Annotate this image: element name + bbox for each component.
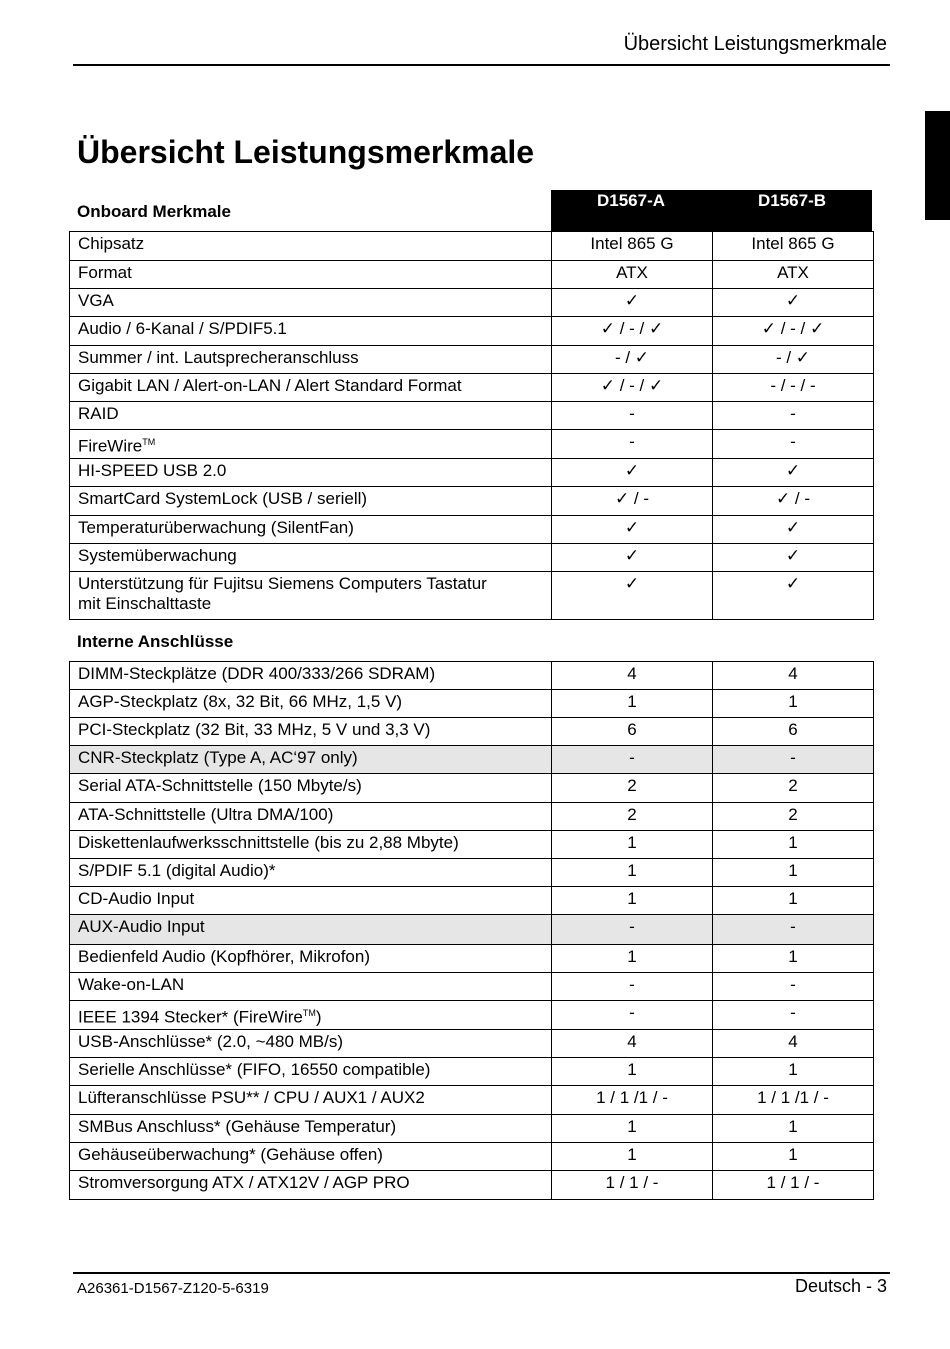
table-row: [70, 973, 874, 1001]
table-row: [70, 718, 874, 746]
value-cell-a: ✓: [552, 459, 713, 487]
value-cell-b: ✓: [713, 289, 874, 317]
table-row: [70, 1058, 874, 1086]
feature-label-cell: [70, 945, 552, 973]
feature-label: AUX-Audio Input: [78, 917, 205, 936]
trademark-superscript: TM: [302, 1008, 316, 1018]
value-cell-a: 1 / 1 / -: [552, 1171, 713, 1200]
trademark-superscript: TM: [142, 437, 156, 447]
value-cell-a: ✓: [552, 516, 713, 544]
table-row: [70, 572, 874, 620]
table-row: [70, 459, 874, 487]
table-row: [70, 232, 874, 261]
feature-label-cell: [70, 1086, 552, 1115]
table-row: [70, 430, 874, 459]
feature-label-cell: [70, 516, 552, 544]
feature-label-cell: [70, 774, 552, 803]
value-cell-b: ✓: [713, 516, 874, 544]
feature-label: Temperaturüberwachung (SilentFan): [78, 518, 354, 537]
feature-label-cell: [70, 690, 552, 718]
feature-label: CNR-Steckplatz (Type A, AC‘97 only): [78, 748, 358, 767]
feature-label: FireWire: [78, 436, 143, 456]
table-row: [70, 487, 874, 516]
value-cell-b: 4: [713, 662, 874, 690]
value-cell-a: -: [552, 973, 713, 1001]
feature-label-cell: [70, 803, 552, 831]
value-cell-a: ✓: [552, 289, 713, 317]
table-row: [70, 402, 874, 430]
value-cell-a: ✓ / - / ✓: [552, 374, 713, 402]
value-cell-b: 6: [713, 718, 874, 746]
feature-label-cell: [70, 1030, 552, 1058]
column-header-bar: [551, 190, 872, 231]
feature-label-cell: [70, 374, 552, 402]
feature-label-cell: [70, 859, 552, 887]
table-row: [70, 1115, 874, 1143]
value-cell-a: -: [552, 402, 713, 430]
value-cell-a: ✓: [552, 544, 713, 572]
value-cell-b: 1: [713, 945, 874, 973]
value-cell-a: -: [552, 915, 713, 945]
feature-label: Lüfteranschlüsse PSU** / CPU / AUX1 / AUX2: [78, 1088, 425, 1107]
table-row: [70, 887, 874, 915]
table-row: [70, 690, 874, 718]
value-cell-b: ✓ / - / ✓: [713, 317, 874, 346]
document-number: A26361-D1567-Z120-5-6319: [77, 1280, 269, 1297]
table-row: [70, 1171, 874, 1200]
feature-label-cell: [70, 402, 552, 430]
value-cell-b: -: [713, 402, 874, 430]
value-cell-a: ✓ / -: [552, 487, 713, 516]
value-cell-a: 6: [552, 718, 713, 746]
feature-label-cell: [70, 718, 552, 746]
value-cell-b: 1 / 1 /1 / -: [713, 1086, 874, 1115]
feature-label: Gigabit LAN / Alert-on-LAN / Alert Standard Format: [78, 376, 462, 395]
feature-label-cell: [70, 831, 552, 859]
running-header: Übersicht Leistungsmerkmale: [623, 33, 887, 55]
value-cell-a: 4: [552, 1030, 713, 1058]
onboard-features-table: [69, 231, 874, 620]
value-cell-a: 1: [552, 690, 713, 718]
feature-label-cell: [70, 1143, 552, 1171]
table-row: [70, 662, 874, 690]
value-cell-b: 1: [713, 690, 874, 718]
table-row: [70, 346, 874, 374]
value-cell-a: 1: [552, 1115, 713, 1143]
value-cell-b: 2: [713, 803, 874, 831]
feature-label: Summer / int. Lautsprecheranschluss: [78, 348, 359, 367]
feature-label-cell: [70, 487, 552, 516]
column-header-b: D1567-B: [757, 191, 827, 210]
value-cell-a: 1: [552, 1143, 713, 1171]
table-row: [70, 945, 874, 973]
section-label-onboard: Onboard Merkmale: [77, 202, 231, 221]
value-cell-a: 2: [552, 803, 713, 831]
value-cell-b: ✓: [713, 544, 874, 572]
table-row: [70, 1086, 874, 1115]
feature-label-cell: [70, 430, 552, 459]
feature-label-line2: mit Einschalttaste: [78, 594, 212, 613]
table-row: [70, 746, 874, 774]
feature-label-cell: [70, 261, 552, 289]
feature-label: SmartCard SystemLock (USB / seriell): [78, 489, 368, 508]
table-row: [70, 317, 874, 346]
table-row: [70, 831, 874, 859]
value-cell-b: -: [713, 973, 874, 1001]
feature-label: Chipsatz: [78, 234, 145, 253]
column-header-a: D1567-A: [596, 191, 666, 210]
value-cell-b: -: [713, 430, 874, 459]
feature-label: AGP-Steckplatz (8x, 32 Bit, 66 MHz, 1,5 V): [78, 692, 403, 711]
feature-label: Audio / 6-Kanal / S/PDIF5.1: [78, 319, 287, 338]
table-row: [70, 859, 874, 887]
feature-label: SMBus Anschluss* (Gehäuse Temperatur): [78, 1117, 397, 1136]
feature-label-cell: [70, 1171, 552, 1200]
value-cell-a: ✓: [552, 572, 713, 620]
table-row: [70, 289, 874, 317]
feature-label: HI-SPEED USB 2.0: [78, 461, 227, 480]
feature-label: RAID: [78, 404, 119, 423]
feature-label-cell: [70, 1058, 552, 1086]
feature-label: Stromversorgung ATX / ATX12V / AGP PRO: [78, 1173, 410, 1192]
feature-label: Serielle Anschlüsse* (FIFO, 16550 compatible): [78, 1060, 431, 1079]
feature-label-cell: [70, 1115, 552, 1143]
value-cell-a: -: [552, 746, 713, 774]
feature-label: Systemüberwachung: [78, 546, 237, 565]
value-cell-a: -: [552, 430, 713, 459]
feature-label: ATA-Schnittstelle (Ultra DMA/100): [78, 805, 334, 824]
feature-label: PCI-Steckplatz (32 Bit, 33 MHz, 5 V und 3,3 V): [78, 720, 431, 739]
header-rule: [73, 64, 890, 66]
table-row: [70, 544, 874, 572]
value-cell-a: ATX: [552, 261, 713, 289]
value-cell-a: 4: [552, 662, 713, 690]
feature-label: Format: [78, 263, 132, 282]
value-cell-a: 2: [552, 774, 713, 803]
table-row: [70, 915, 874, 945]
feature-label-cell: [70, 1001, 552, 1030]
feature-label-cell: [70, 346, 552, 374]
value-cell-b: 1: [713, 1115, 874, 1143]
table-row: [70, 1001, 874, 1030]
value-cell-a: ✓ / - / ✓: [552, 317, 713, 346]
value-cell-a: -: [552, 1001, 713, 1030]
feature-label: DIMM-Steckplätze (DDR 400/333/266 SDRAM): [78, 664, 436, 683]
value-cell-b: 1: [713, 887, 874, 915]
value-cell-b: 4: [713, 1030, 874, 1058]
value-cell-a: 1: [552, 831, 713, 859]
value-cell-b: ✓: [713, 459, 874, 487]
table-row: [70, 261, 874, 289]
value-cell-b: 1: [713, 859, 874, 887]
value-cell-b: -: [713, 1001, 874, 1030]
value-cell-b: 1: [713, 831, 874, 859]
value-cell-b: ✓ / -: [713, 487, 874, 516]
feature-label-cell: [70, 915, 552, 945]
value-cell-b: ✓: [713, 572, 874, 620]
table-row: [70, 1143, 874, 1171]
value-cell-b: -: [713, 746, 874, 774]
feature-label-cell: [70, 232, 552, 261]
value-cell-a: 1 / 1 /1 / -: [552, 1086, 713, 1115]
section-label-intern: Interne Anschlüsse: [77, 632, 234, 651]
value-cell-b: - / ✓: [713, 346, 874, 374]
feature-label-cell: [70, 544, 552, 572]
internal-connectors-table: [69, 661, 874, 1200]
value-cell-a: 1: [552, 887, 713, 915]
value-cell-b: - / - / -: [713, 374, 874, 402]
value-cell-b: -: [713, 915, 874, 945]
feature-label-cell: [70, 973, 552, 1001]
value-cell-a: 1: [552, 1058, 713, 1086]
page-title: Übersicht Leistungsmerkmale: [77, 134, 535, 170]
page-number: Deutsch - 3: [794, 1276, 887, 1296]
feature-label: Serial ATA-Schnittstelle (150 Mbyte/s): [78, 776, 362, 795]
feature-label: Wake-on-LAN: [78, 975, 185, 994]
feature-label: Gehäuseüberwachung* (Gehäuse offen): [78, 1145, 383, 1164]
feature-label: Unterstützung für Fujitsu Siemens Computers Tastatur: [78, 574, 487, 593]
value-cell-b: ATX: [713, 261, 874, 289]
feature-label-cell: [70, 317, 552, 346]
value-cell-a: Intel 865 G: [552, 232, 713, 261]
value-cell-b: 1: [713, 1058, 874, 1086]
table-row: [70, 774, 874, 803]
table-row: [70, 1030, 874, 1058]
feature-label-cell: [70, 572, 552, 620]
value-cell-a: 1: [552, 859, 713, 887]
feature-label-cell: [70, 887, 552, 915]
feature-label: VGA: [78, 291, 114, 310]
feature-label-cell: [70, 746, 552, 774]
value-cell-a: 1: [552, 945, 713, 973]
table-row: [70, 516, 874, 544]
table-row: [70, 374, 874, 402]
feature-label: CD-Audio Input: [78, 889, 195, 908]
feature-label: Diskettenlaufwerksschnittstelle (bis zu 2,88 Mbyte): [78, 833, 459, 852]
feature-label-cell: [70, 662, 552, 690]
chapter-tab-marker: [925, 111, 950, 220]
footer-rule: [73, 1272, 890, 1274]
feature-label: Bedienfeld Audio (Kopfhörer, Mikrofon): [78, 947, 371, 966]
table-row: [70, 803, 874, 831]
value-cell-b: 2: [713, 774, 874, 803]
feature-label: IEEE 1394 Stecker* (FireWire: [78, 1007, 303, 1027]
feature-label-cell: [70, 289, 552, 317]
feature-label: S/PDIF 5.1 (digital Audio)*: [78, 861, 276, 880]
feature-label-suffix: ): [315, 1007, 322, 1027]
value-cell-b: 1 / 1 / -: [713, 1171, 874, 1200]
feature-label: USB-Anschlüsse* (2.0, ~480 MB/s): [78, 1032, 344, 1051]
feature-label-cell: [70, 459, 552, 487]
value-cell-b: 1: [713, 1143, 874, 1171]
value-cell-a: - / ✓: [552, 346, 713, 374]
value-cell-b: Intel 865 G: [713, 232, 874, 261]
